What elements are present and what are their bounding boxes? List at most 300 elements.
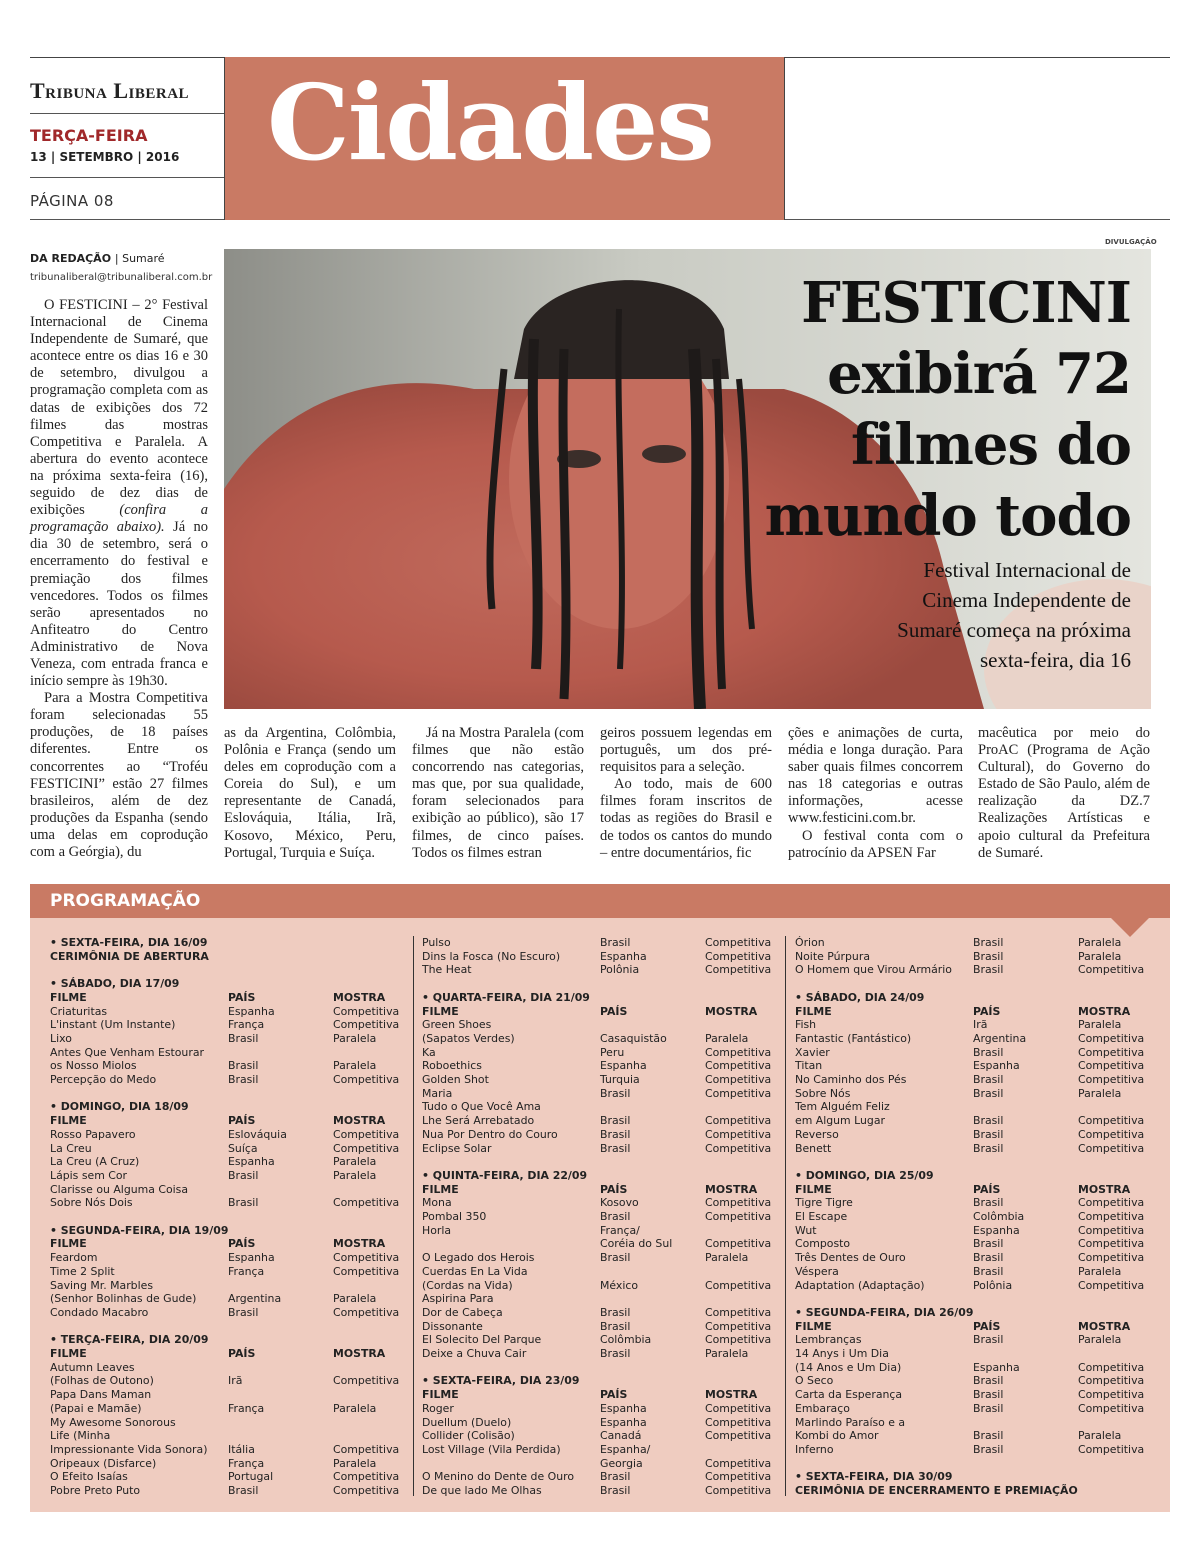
schedule-day-heading: • SEGUNDA-FEIRA, DIA 26/09 — [795, 1305, 974, 1319]
schedule-row — [422, 1142, 777, 1156]
schedule-film-title: My Awesome Sonorous — [50, 1415, 176, 1429]
photo-credit: DIVULGAÇÃO — [1105, 238, 1157, 246]
schedule-section: Competitiva — [333, 1374, 400, 1388]
schedule-section: Paralela — [1078, 1333, 1122, 1347]
schedule-row — [422, 1443, 777, 1457]
schedule-row — [795, 1114, 1150, 1128]
schedule-film-title: O Menino do Dente de Ouro — [422, 1470, 574, 1484]
schedule-section — [333, 1183, 405, 1197]
schedule-country: Espanha/ — [600, 1442, 651, 1456]
schedule-row — [795, 1128, 1150, 1142]
schedule-country: Brasil — [600, 1470, 631, 1484]
schedule-film-title: FILME — [795, 1319, 832, 1333]
schedule-country: Itália — [228, 1442, 255, 1456]
article-paragraph: Já na Mostra Paralela (com filmes que não estão concorrendo nas categorias, mas que, por sua qualidade, foram selecionados para exibição ao público), são 17 filmes, de cinco países. Todos os filmes estran — [412, 725, 584, 861]
schedule-film-title: Benett — [795, 1141, 832, 1155]
schedule-column-1 — [50, 936, 405, 1498]
schedule-country: Brasil — [600, 936, 631, 949]
schedule-section: Competitiva — [1078, 1073, 1145, 1087]
schedule-country: Brasil — [228, 1196, 259, 1210]
schedule-row — [50, 1018, 405, 1032]
schedule-country: Peru — [600, 1045, 625, 1059]
schedule-film-title: O Legado dos Herois — [422, 1251, 535, 1265]
schedule-country: Brasil — [973, 1086, 1004, 1100]
schedule-column-headers — [795, 1183, 1150, 1197]
schedule-film-title: Collider (Colisão) — [422, 1429, 515, 1443]
schedule-film-title: Antes Que Venham Estourar — [50, 1045, 204, 1059]
schedule-country: Brasil — [600, 1210, 631, 1224]
schedule-row — [422, 1292, 777, 1306]
schedule-film-title: Xavier — [795, 1045, 830, 1059]
schedule-row — [50, 1155, 405, 1169]
schedule-column-3 — [795, 936, 1150, 1498]
schedule-film-title: Aspirina Para — [422, 1292, 494, 1306]
schedule-section — [705, 1018, 777, 1032]
schedule-section: Competitiva — [705, 1196, 772, 1210]
schedule-row — [422, 1470, 777, 1484]
schedule-section: Competitiva — [705, 1333, 772, 1347]
schedule-film-title: Roboethics — [422, 1059, 482, 1073]
schedule-section: Competitiva — [333, 1442, 400, 1456]
schedule-row — [795, 1100, 1150, 1114]
schedule-country — [600, 1100, 705, 1114]
schedule-film-title: Duellum (Duelo) — [422, 1415, 512, 1429]
schedule-country: Brasil — [973, 1374, 1004, 1388]
schedule-day-heading: • QUARTA-FEIRA, DIA 21/09 — [422, 990, 590, 1004]
schedule-country — [973, 1416, 1078, 1430]
schedule-section: MOSTRA — [705, 1182, 758, 1196]
schedule-row — [50, 1265, 405, 1279]
schedule-section: Competitiva — [1078, 1360, 1145, 1374]
schedule-country: Espanha — [973, 1223, 1020, 1237]
schedule-film-title: Reverso — [795, 1127, 839, 1141]
schedule-day-heading: • DOMINGO, DIA 25/09 — [795, 1168, 934, 1182]
schedule-row — [422, 1457, 777, 1471]
schedule-row — [50, 1183, 405, 1197]
schedule-country — [228, 1046, 333, 1060]
schedule-country: Espanha — [600, 1059, 647, 1073]
schedule-section: Competitiva — [705, 1415, 772, 1429]
schedule-film-title: os Nosso Miolos — [50, 1059, 137, 1073]
schedule-row — [795, 1388, 1150, 1402]
article-column-2 — [224, 725, 396, 862]
schedule-film-title: Sobre Nós Dois — [50, 1196, 133, 1210]
schedule-country: Suíça — [228, 1141, 258, 1155]
schedule-divider — [413, 936, 414, 1496]
schedule-row — [795, 1046, 1150, 1060]
schedule-film-title: Tem Alguém Feliz — [795, 1100, 890, 1114]
schedule-country: PAÍS — [228, 1237, 256, 1251]
schedule-country — [973, 1347, 1078, 1361]
schedule-country: Colômbia — [973, 1210, 1025, 1224]
schedule-row — [50, 1402, 405, 1416]
schedule-film-title: FILME — [795, 1004, 832, 1018]
schedule-row — [795, 1279, 1150, 1293]
article-paragraph: ções e animações de curta, média e longa duração. Para saber quais filmes concorrem nas 18 categorias e outras informações, acesse www.festicini.com.br. — [788, 725, 963, 827]
schedule-row — [422, 1416, 777, 1430]
schedule-row — [795, 1251, 1150, 1265]
schedule-row — [50, 1361, 405, 1375]
schedule-country: Kosovo — [600, 1196, 639, 1210]
schedule-country: PAÍS — [228, 1114, 256, 1128]
schedule-section — [705, 1292, 777, 1306]
schedule-header-arrow — [1110, 917, 1150, 937]
schedule-film-title: Carta da Esperança — [795, 1388, 903, 1402]
schedule-country — [600, 1018, 705, 1032]
article-column-3 — [412, 725, 584, 862]
schedule-row — [50, 1416, 405, 1430]
masthead-rule — [30, 113, 224, 114]
schedule-film-title: (Papai e Mamãe) — [50, 1401, 142, 1415]
schedule-section: Competitiva — [705, 936, 772, 949]
schedule-section: MOSTRA — [333, 990, 386, 1004]
schedule-section: Competitiva — [1078, 1278, 1145, 1292]
date: 13 | SETEMBRO | 2016 — [30, 150, 180, 164]
schedule-row — [50, 1046, 405, 1060]
schedule-section — [1078, 1416, 1150, 1430]
schedule-country: Argentina — [228, 1292, 282, 1306]
schedule-country: Brasil — [600, 1086, 631, 1100]
schedule-country: PAÍS — [228, 990, 256, 1004]
schedule-section: Competitiva — [333, 1470, 400, 1484]
schedule-country: França — [228, 1401, 265, 1415]
schedule-country: Brasil — [973, 1251, 1004, 1265]
schedule-day-heading: • SÁBADO, DIA 24/09 — [795, 990, 925, 1004]
schedule-country: Brasil — [973, 1401, 1004, 1415]
schedule-section: Competitiva — [1078, 1196, 1145, 1210]
schedule-row — [422, 1046, 777, 1060]
schedule-film-title: 14 Anys i Um Dia — [795, 1347, 889, 1361]
newspaper-name: Tribuna Liberal — [30, 78, 190, 103]
schedule-row — [422, 1196, 777, 1210]
schedule-country: PAÍS — [973, 1182, 1001, 1196]
schedule-country: Brasil — [973, 936, 1004, 949]
schedule-day-heading: • QUINTA-FEIRA, DIA 22/09 — [422, 1168, 588, 1182]
schedule-section: Competitiva — [333, 1251, 400, 1265]
schedule-row — [422, 1347, 777, 1361]
article-column-6 — [978, 725, 1150, 862]
schedule-film-title: Green Shoes — [422, 1018, 492, 1032]
schedule-row — [422, 1251, 777, 1265]
schedule-section: Competitiva — [705, 1484, 772, 1498]
schedule-film-title: Kombi do Amor — [795, 1429, 879, 1443]
schedule-row — [422, 1087, 777, 1101]
schedule-film-title: Feardom — [50, 1251, 98, 1265]
schedule-country: Brasil — [973, 1333, 1004, 1347]
schedule-row — [422, 963, 777, 977]
schedule-ceremony: CERIMÔNIA DE ENCERRAMENTO E PREMIAÇÃO — [795, 1484, 1078, 1498]
schedule-day-heading: • SEGUNDA-FEIRA, DIA 19/09 — [50, 1223, 229, 1237]
schedule-section: Competitiva — [1078, 1223, 1145, 1237]
schedule-row — [50, 1306, 405, 1320]
schedule-row — [422, 1018, 777, 1032]
schedule-row — [795, 1032, 1150, 1046]
schedule-row — [422, 1265, 777, 1279]
schedule-country: Espanha — [600, 1415, 647, 1429]
schedule-film-title: Pombal 350 — [422, 1210, 487, 1224]
schedule-section: Competitiva — [1078, 1401, 1145, 1415]
schedule-film-title: FILME — [795, 1182, 832, 1196]
schedule-row — [795, 936, 1150, 950]
schedule-section: Competitiva — [705, 1045, 772, 1059]
schedule-section: Competitiva — [333, 1073, 400, 1087]
schedule-country: Brasil — [600, 1251, 631, 1265]
schedule-film-title: Criaturitas — [50, 1004, 108, 1018]
schedule-box — [30, 884, 1170, 1512]
schedule-film-title: Embaraço — [795, 1401, 850, 1415]
schedule-section: Competitiva — [705, 1073, 772, 1087]
schedule-film-title — [422, 1457, 600, 1471]
article-paragraph: geiros possuem legendas em português, um dos pré-requisitos para a seleção. — [600, 725, 772, 776]
date-rule — [30, 177, 224, 178]
section-title: Cidades — [267, 61, 713, 184]
schedule-country: França — [228, 1456, 265, 1470]
schedule-film-title: Saving Mr. Marbles — [50, 1278, 153, 1292]
schedule-section: Competitiva — [705, 949, 772, 963]
schedule-film-title: Horla — [422, 1223, 452, 1237]
schedule-section — [1078, 1100, 1150, 1114]
headline-line: filmes do — [850, 412, 1131, 478]
article-column-5 — [788, 725, 963, 862]
schedule-row — [50, 1484, 405, 1498]
schedule-section: Competitiva — [1078, 1251, 1145, 1265]
schedule-section: Competitiva — [705, 1237, 772, 1251]
schedule-section: Competitiva — [1078, 1237, 1145, 1251]
schedule-film-title: De que lado Me Olhas — [422, 1484, 542, 1498]
schedule-film-title: La Creu (A Cruz) — [50, 1155, 140, 1169]
schedule-country: Irã — [973, 1018, 988, 1032]
schedule-film-title: Pulso — [422, 936, 451, 949]
article-paragraph: Ao todo, mais de 600 filmes foram inscritos de todas as regiões do Brasil e de todos os cantos do mundo – entre documentários, fic — [600, 776, 772, 861]
schedule-country: Espanha — [600, 1401, 647, 1415]
schedule-row — [795, 1237, 1150, 1251]
schedule-row — [422, 1128, 777, 1142]
schedule-section: Competitiva — [1078, 1114, 1145, 1128]
schedule-column-headers — [795, 1320, 1150, 1334]
schedule-country: Brasil — [973, 1196, 1004, 1210]
schedule-film-title: FILME — [50, 1347, 87, 1361]
schedule-section — [705, 1100, 777, 1114]
schedule-film-title: Tigre Tigre — [795, 1196, 853, 1210]
schedule-film-title: Autumn Leaves — [50, 1360, 135, 1374]
schedule-film-title: O Seco — [795, 1374, 834, 1388]
headline — [765, 268, 1131, 552]
schedule-country: Espanha — [973, 1360, 1020, 1374]
schedule-section: Competitiva — [1078, 1031, 1145, 1045]
schedule-row — [422, 1224, 777, 1238]
schedule-country: Espanha — [600, 949, 647, 963]
schedule-film-title: Véspera — [795, 1264, 839, 1278]
schedule-section: Competitiva — [1078, 1059, 1145, 1073]
schedule-country: PAÍS — [973, 1319, 1001, 1333]
schedule-film-title: Marlindo Paraíso e a — [795, 1415, 906, 1429]
schedule-country: França — [228, 1264, 265, 1278]
schedule-row — [422, 1402, 777, 1416]
schedule-row — [795, 1224, 1150, 1238]
schedule-film-title: Dor de Cabeça — [422, 1305, 503, 1319]
schedule-country: Colômbia — [600, 1333, 652, 1347]
schedule-section: MOSTRA — [705, 1004, 758, 1018]
schedule-column-headers — [422, 1183, 777, 1197]
schedule-film-title: No Caminho dos Pés — [795, 1073, 907, 1087]
schedule-row — [795, 950, 1150, 964]
schedule-country: Portugal — [228, 1470, 274, 1484]
schedule-day-heading: • DOMINGO, DIA 18/09 — [50, 1100, 189, 1114]
schedule-section — [333, 1361, 405, 1375]
schedule-row — [50, 1470, 405, 1484]
schedule-country: PAÍS — [600, 1388, 628, 1402]
schedule-film-title: Tudo o Que Você Ama — [422, 1100, 541, 1114]
schedule-row — [422, 1306, 777, 1320]
schedule-country: Brasil — [600, 1127, 631, 1141]
schedule-row — [50, 1059, 405, 1073]
schedule-section: Competitiva — [705, 1278, 772, 1292]
schedule-section: Paralela — [705, 1251, 749, 1265]
schedule-film-title: FILME — [422, 1388, 459, 1402]
schedule-film-title: Dissonante — [422, 1319, 483, 1333]
schedule-section: Competitiva — [705, 963, 772, 977]
schedule-country — [228, 1361, 333, 1375]
schedule-country: Brasil — [973, 1237, 1004, 1251]
schedule-film-title: L'instant (Um Instante) — [50, 1018, 176, 1032]
schedule-section — [705, 1224, 777, 1238]
schedule-film-title: Ka — [422, 1045, 436, 1059]
article-paragraph: as da Argentina, Colômbia, Polônia e França (sendo um deles em coprodução com a Coreia do Sul), e um representante de Canadá, Eslováquia, Itália, Irã, Kosovo, México, Peru, Portugal, Turquia e Suíça. — [224, 725, 396, 861]
schedule-country: Brasil — [973, 1114, 1004, 1128]
byline — [30, 252, 165, 265]
schedule-section: Paralela — [333, 1031, 377, 1045]
headline-line: mundo todo — [764, 483, 1131, 549]
schedule-section: Paralela — [333, 1401, 377, 1415]
schedule-film-title: Percepção do Medo — [50, 1073, 157, 1087]
article-column-4 — [600, 725, 772, 862]
schedule-column-headers — [50, 1347, 405, 1361]
schedule-row — [50, 1374, 405, 1388]
schedule-row — [422, 1073, 777, 1087]
schedule-column-headers — [50, 1237, 405, 1251]
schedule-row — [795, 1018, 1150, 1032]
schedule-country: Brasil — [973, 1388, 1004, 1402]
schedule-country: Brasil — [228, 1168, 259, 1182]
schedule-row — [50, 1251, 405, 1265]
schedule-section: Paralela — [333, 1168, 377, 1182]
schedule-film-title: Lembranças — [795, 1333, 862, 1347]
schedule-section: Competitiva — [705, 1086, 772, 1100]
schedule-section: MOSTRA — [333, 1237, 386, 1251]
schedule-row — [795, 1073, 1150, 1087]
schedule-film-title: Lhe Será Arrebatado — [422, 1114, 535, 1128]
schedule-section: Paralela — [1078, 1086, 1122, 1100]
schedule-section: MOSTRA — [705, 1388, 758, 1402]
schedule-row — [795, 1416, 1150, 1430]
schedule-section: Competitiva — [1078, 1045, 1145, 1059]
article-column-1 — [30, 297, 208, 861]
schedule-film-title: The Heat — [422, 963, 472, 977]
schedule-row — [795, 1361, 1150, 1375]
schedule-country: Brasil — [600, 1319, 631, 1333]
schedule-film-title: Fish — [795, 1018, 817, 1032]
schedule-film-title: O Efeito Isaías — [50, 1470, 128, 1484]
schedule-row — [795, 1402, 1150, 1416]
schedule-day-heading: • TERÇA-FEIRA, DIA 20/09 — [50, 1333, 209, 1347]
schedule-row — [50, 1128, 405, 1142]
schedule-section: Competitiva — [1078, 1388, 1145, 1402]
schedule-section — [1078, 1347, 1150, 1361]
schedule-section: Competitiva — [705, 1401, 772, 1415]
schedule-country: Canadá — [600, 1429, 642, 1443]
schedule-row — [50, 1292, 405, 1306]
byline-email: tribunaliberal@tribunaliberal.com.br — [30, 272, 213, 283]
schedule-section: Competitiva — [333, 1018, 400, 1032]
schedule-section: Competitiva — [333, 1305, 400, 1319]
schedule-row — [50, 1196, 405, 1210]
schedule-section: Competitiva — [1078, 963, 1145, 977]
schedule-film-title: Lápis sem Cor — [50, 1168, 128, 1182]
schedule-section: Paralela — [333, 1292, 377, 1306]
schedule-film-title: Adaptation (Adaptação) — [795, 1278, 925, 1292]
schedule-row — [795, 1210, 1150, 1224]
schedule-row — [422, 1100, 777, 1114]
byline-source: DA REDAÇÃO — [30, 252, 112, 265]
schedule-film-title: La Creu — [50, 1141, 92, 1155]
schedule-row — [50, 1073, 405, 1087]
schedule-film-title: O Homem que Virou Armário — [795, 963, 952, 977]
schedule-section: Competitiva — [705, 1059, 772, 1073]
schedule-film-title: Três Dentes de Ouro — [795, 1251, 906, 1265]
schedule-section: Competitiva — [1078, 1374, 1145, 1388]
schedule-country: Brasil — [973, 1442, 1004, 1456]
schedule-section: MOSTRA — [333, 1347, 386, 1361]
schedule-country: Brasil — [600, 1347, 631, 1361]
schedule-country: Brasil — [600, 1305, 631, 1319]
schedule-row — [50, 1142, 405, 1156]
schedule-film-title: Deixe a Chuva Cair — [422, 1347, 527, 1361]
schedule-country: Coréia do Sul — [600, 1237, 673, 1251]
schedule-film-title: Sobre Nós — [795, 1086, 851, 1100]
schedule-film-title: Cuerdas En La Vida — [422, 1264, 528, 1278]
schedule-country: PAÍS — [600, 1004, 628, 1018]
schedule-column-headers — [422, 1005, 777, 1019]
schedule-country — [228, 1183, 333, 1197]
section-header — [224, 57, 785, 220]
schedule-column-headers — [422, 1388, 777, 1402]
schedule-country: PAÍS — [600, 1182, 628, 1196]
schedule-section: Paralela — [333, 1059, 377, 1073]
schedule-row — [795, 1374, 1150, 1388]
schedule-country: Brasil — [600, 1114, 631, 1128]
schedule-section — [333, 1279, 405, 1293]
schedule-film-title: Inferno — [795, 1442, 834, 1456]
schedule-section: MOSTRA — [1078, 1004, 1131, 1018]
schedule-row — [422, 1114, 777, 1128]
schedule-country: Brasil — [973, 1045, 1004, 1059]
schedule-row — [422, 1237, 777, 1251]
schedule-film-title: (Folhas de Outono) — [50, 1374, 154, 1388]
schedule-row — [50, 1032, 405, 1046]
schedule-section: Competitiva — [333, 1484, 400, 1498]
schedule-row — [422, 1032, 777, 1046]
schedule-title: PROGRAMAÇÃO — [50, 891, 201, 911]
schedule-film-title: Noite Púrpura — [795, 949, 870, 963]
schedule-country: Turquia — [600, 1073, 640, 1087]
schedule-film-title: (Senhor Bolinhas de Gude) — [50, 1292, 197, 1306]
schedule-section — [705, 1443, 777, 1457]
schedule-country: França/ — [600, 1223, 640, 1237]
byline-place: | Sumaré — [114, 252, 165, 265]
schedule-film-title: Time 2 Split — [50, 1264, 115, 1278]
schedule-film-title: (Cordas na Vida) — [422, 1278, 513, 1292]
schedule-film-title: FILME — [422, 1004, 459, 1018]
